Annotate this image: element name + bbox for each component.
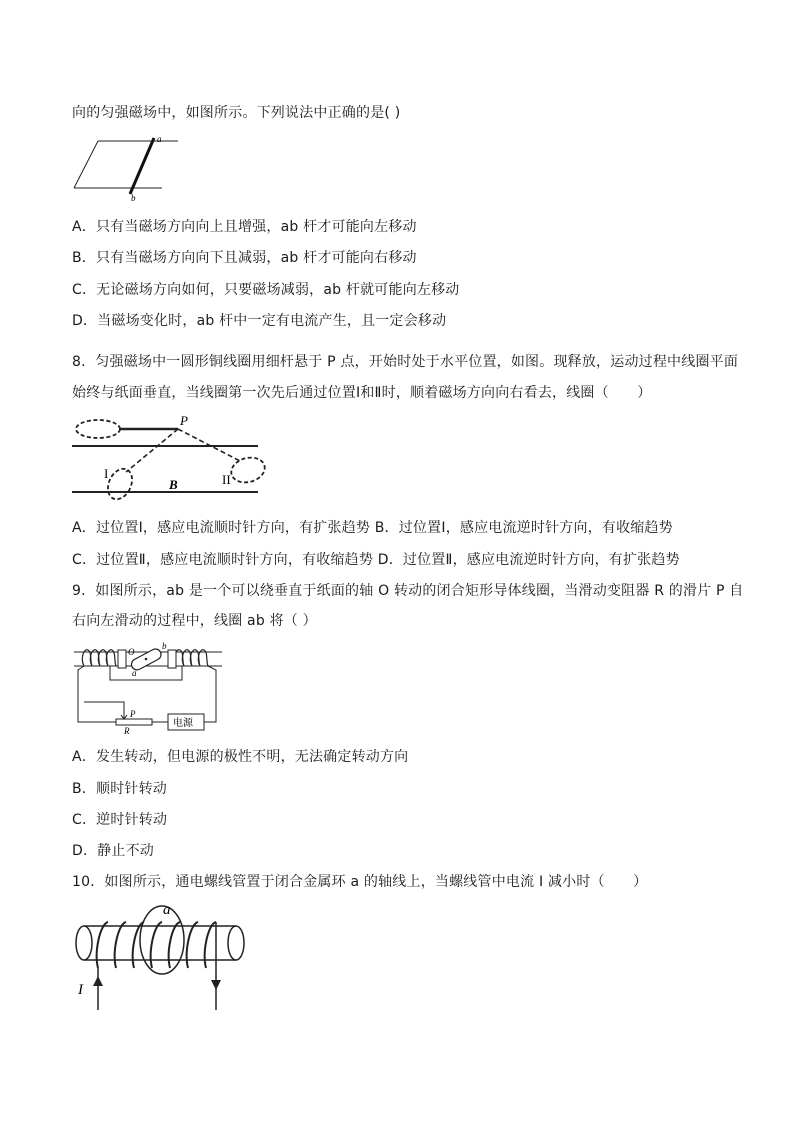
q7-option-a: A．只有当磁场方向向上且增强，ab 杆才可能向左移动 (72, 219, 417, 235)
q10-label-a: a (163, 902, 171, 918)
q7-stem-tail: 向的匀强磁场中，如图所示。下列说法中正确的是( ) (72, 105, 401, 121)
q9-option-a: A．发生转动，但电源的极性不明，无法确定转动方向 (72, 749, 409, 765)
q10-solenoid-figure (72, 902, 248, 1014)
q8-label-position-1: I (104, 466, 109, 481)
q7-option-c: C．无论磁场方向如何，只要磁场减弱，ab 杆就可能向左移动 (72, 282, 460, 298)
q9-label-b: b (162, 641, 167, 651)
q7-label-a: a (157, 134, 162, 144)
q9-stem-line1: 9．如图所示，ab 是一个可以绕垂直于纸面的轴 O 转动的闭合矩形导体线圈，当滑动变阻器 R 的滑片 P 自 (72, 583, 744, 599)
q8-options-line2: C．过位置Ⅱ，感应电流顺时针方向，有收缩趋势 D．过位置Ⅱ，感应电流逆时针方向，有扩张趋势 (72, 552, 680, 568)
q9-option-b: B．顺时针转动 (72, 781, 168, 797)
q8-coil-figure (70, 410, 270, 506)
q7-rail-figure (70, 134, 190, 204)
q9-label-p: P (130, 709, 136, 719)
q8-stem-line1: 8．匀强磁场中一圆形铜线圈用细杆悬于 P 点，开始时处于水平位置，如图。现释放，运动过程中线圈平面 (72, 354, 739, 370)
q7-option-b: B．只有当磁场方向向下且减弱，ab 杆才可能向右移动 (72, 250, 417, 266)
q7-option-d: D．当磁场变化时，ab 杆中一定有电流产生，且一定会移动 (72, 313, 447, 329)
q10-stem: 10．如图所示，通电螺线管置于闭合金属环 a 的轴线上，当螺线管中电流 I 减小时（ ） (72, 874, 648, 890)
q9-circuit-figure (70, 640, 230, 736)
q8-label-p: P (180, 413, 188, 428)
q8-label-b: B (169, 477, 178, 492)
q8-options-line1: A．过位置Ⅰ，感应电流顺时针方向，有扩张趋势 B．过位置Ⅰ，感应电流逆时针方向，有收缩趋势 (72, 520, 673, 536)
q9-label-r: R (124, 726, 130, 736)
q9-label-a: a (132, 668, 137, 678)
q7-label-b: b (131, 193, 136, 203)
q9-option-d: D．静止不动 (72, 843, 154, 859)
q8-stem-line2: 始终与纸面垂直，当线圈第一次先后通过位置Ⅰ和Ⅱ时，顺着磁场方向向右看去，线圈（ ） (72, 385, 652, 401)
q9-option-c: C．逆时针转动 (72, 812, 168, 828)
q10-label-i: I (78, 982, 83, 998)
q9-stem-line2: 右向左滑动的过程中，线圈 ab 将（ ） (72, 613, 317, 629)
q9-power-label: 电源 (173, 718, 193, 729)
q9-label-o: O (128, 647, 135, 657)
q8-label-position-2: II (222, 472, 231, 487)
